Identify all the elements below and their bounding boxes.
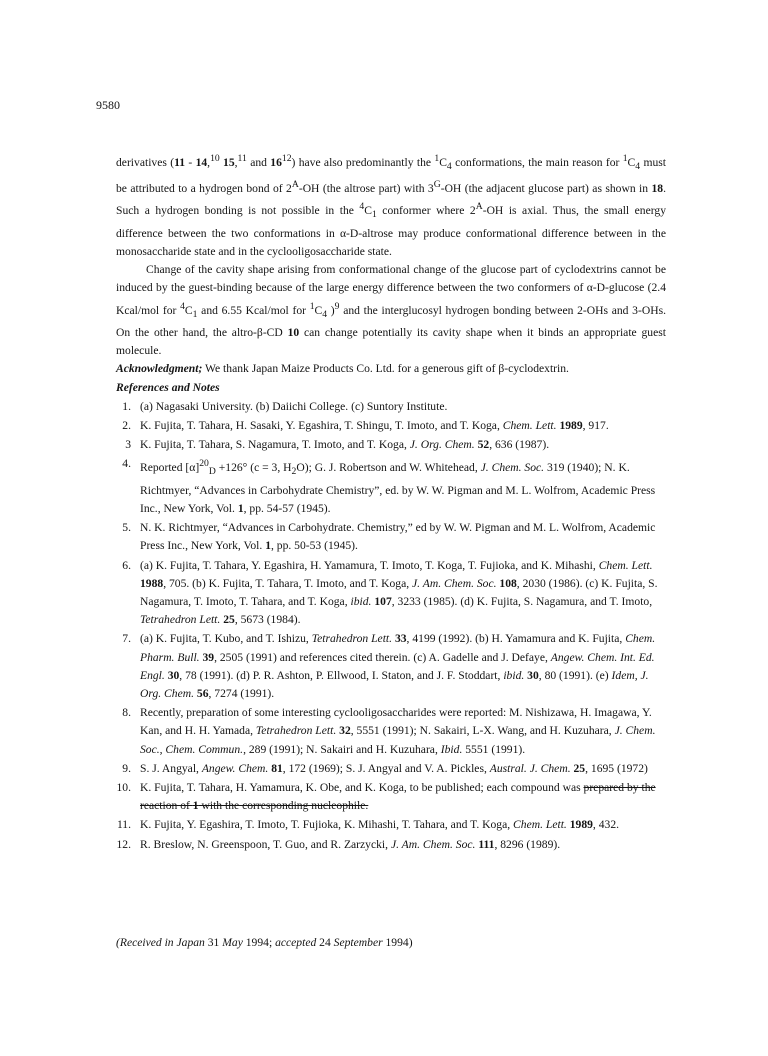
reference-text: K. Fujita, T. Tahara, H. Yamamura, K. Obe, and K. Koga, to be published; each compound was prepared by the reaction of 1 with the corresponding nucleophile.	[140, 781, 656, 813]
reference-number: 10.	[116, 781, 131, 795]
reference-number: 11.	[116, 818, 131, 832]
reference-item	[116, 816, 666, 834]
reference-number: 3	[125, 438, 131, 452]
reference-text: (a) K. Fujita, T. Tahara, Y. Egashira, H. Yamamura, T. Imoto, T. Koga, T. Fujioka, and K. Mihashi, Chem. Lett. 1988, 705. (b) K. Fujita, T. Tahara, T. Imoto, and T. Koga, J. Am. Chem. Soc. 108, 2030 (1986). (c) K. Fujita, S. Nagamura, T. Imoto, T. Tahara, and T. Koga, ibid. 107, 3233 (1985). (d) K. Fujita, S. Nagamura, and T. Imoto, Tetrahedron Lett. 25, 5673 (1984).	[140, 558, 658, 627]
reference-text: (a) Nagasaki University. (b) Daiichi College. (c) Suntory Institute.	[140, 399, 448, 413]
reference-item	[116, 836, 666, 854]
reference-number: 5.	[122, 521, 131, 535]
received-date: (Received in Japan 31 May 1994; accepted 24 September 1994)	[116, 936, 413, 949]
reference-text: Reported $[\alpha]^{20}_D +126^\circ$ (c = 3, $H_2O$); G. J. Robertson and W. Whitehead, J. Chem. Soc. 319 (1940); N. K. Richtmyer, “Advances in Carbohydrate Chemistry”, ed. by W. W. Pigman and M. L. Wolfrom, Academic Press Inc., New York, Vol. 1, pp. 54-57 (1945).	[140, 458, 656, 515]
paragraph-cavity-shape: Change of the cavity shape arising from conformational change of the glucose part of cyclodextrins cannot be induced by the guest-binding because of the large energy difference between the two conformers of α-D-glucose (2.4 Kcal/mol for $^4C_1$ and 6.55 Kcal/mol for $^1C_4$ )$^9$ and the interglucosyl hydrogen bonding between 2-OHs and 3-OHs. On the other hand, the altro-β-CD 10 can change potentially its cavity shape when it binds an appropriate guest molecule.	[116, 263, 666, 358]
reference-text: K. Fujita, T. Tahara, H. Sasaki, Y. Egashira, T. Shingu, T. Imoto, and T. Koga, Chem. Lett. 1989, 917.	[140, 419, 609, 433]
reference-text: K. Fujita, T. Tahara, S. Nagamura, T. Imoto, and T. Koga, J. Org. Chem. 52, 636 (1987).	[140, 438, 550, 452]
reference-number: 12.	[116, 837, 131, 851]
reference-text: Recently, preparation of some interesting cyclooligosaccharides were reported: M. Nishizawa, H. Imagawa, Y. Kan, and H. H. Yamada, Tetrahedron Lett. 32, 5551 (1991); N. Sakairi, L-X. Wang, and H. Kuzuhara, J. Chem. Soc., Chem. Commun., 289 (1991); N. Sakairi and H. Kuzuhara, Ibid. 5551 (1991).	[140, 706, 656, 756]
reference-item	[116, 557, 666, 630]
page-number: 9580	[96, 98, 120, 112]
reference-text: S. J. Angyal, Angew. Chem. 81, 172 (1969); S. J. Angyal and V. A. Pickles, Austral. J. Chem. 25, 1695 (1972)	[140, 761, 648, 775]
reference-item	[116, 398, 666, 416]
reference-number: 7.	[122, 632, 131, 646]
acknowledgment-label: Acknowledgment;	[116, 362, 203, 376]
reference-number: 8.	[122, 706, 131, 720]
acknowledgment	[116, 360, 666, 378]
reference-text: R. Breslow, N. Greenspoon, T. Guo, and R. Zarzycki, J. Am. Chem. Soc. 111, 8296 (1989).	[140, 837, 561, 851]
reference-text: (a) K. Fujita, T. Kubo, and T. Ishizu, Tetrahedron Lett. 33, 4199 (1992). (b) H. Yamamura and K. Fujita, Chem. Pharm. Bull. 39, 2505 (1991) and references cited therein. (c) A. Gadelle and J. Defaye, Angew. Chem. Int. Ed. Engl. 30, 78 (1991). (d) P. R. Ashton, P. Ellwood, I. Staton, and J. F. Stoddart, ibid. 30, 80 (1991). (e) Idem, J. Org. Chem. 56, 7274 (1991).	[140, 632, 656, 701]
reference-number: 1.	[122, 399, 131, 413]
reference-item	[116, 519, 666, 555]
reference-number: 2.	[122, 419, 131, 433]
reference-item	[116, 417, 666, 435]
article-body	[116, 150, 666, 855]
references-list	[116, 398, 666, 854]
reference-text: K. Fujita, Y. Egashira, T. Imoto, T. Fujioka, K. Mihashi, T. Tahara, and T. Koga, Chem. Lett. 1989, 432.	[140, 818, 620, 832]
references-heading: References and Notes	[116, 380, 220, 394]
reference-item	[116, 455, 666, 518]
reference-number: 6.	[122, 558, 131, 572]
reference-item	[116, 630, 666, 703]
paragraph-conformations: derivatives (11 - 14,10 15,11 and $16^{12}$) have also predominantly the $^1C_4$ conformations, the main reason for $^1C_4$ must be attributed to a hydrogen bond of $2^A-OH$ (the altrose part) with $3^G-OH$ (the adjacent glucose part) as shown in 18. Such a hydrogen bonding is not possible in the $^4C_1$ conformer where $2^A-OH$ is axial. Thus, the small energy difference between the two conformations in α-D-altrose may produce conformational difference between in the monosaccharide state and in the cyclooligosaccharide state.	[116, 153, 666, 259]
reference-text: N. K. Richtmyer, “Advances in Carbohydrate. Chemistry,” ed by W. W. Pigman and M. L. Wolfrom, Academic Press Inc., New York, Vol. 1, pp. 50-53 (1945).	[140, 521, 656, 553]
reference-item	[116, 436, 666, 454]
reference-number: 9.	[122, 761, 131, 775]
reference-number: 4.	[122, 457, 131, 471]
reference-item	[116, 704, 666, 759]
reference-item	[116, 779, 666, 815]
reference-item	[116, 760, 666, 778]
acknowledgment-text: We thank Japan Maize Products Co. Ltd. for a generous gift of β-cyclodextrin.	[202, 362, 569, 376]
